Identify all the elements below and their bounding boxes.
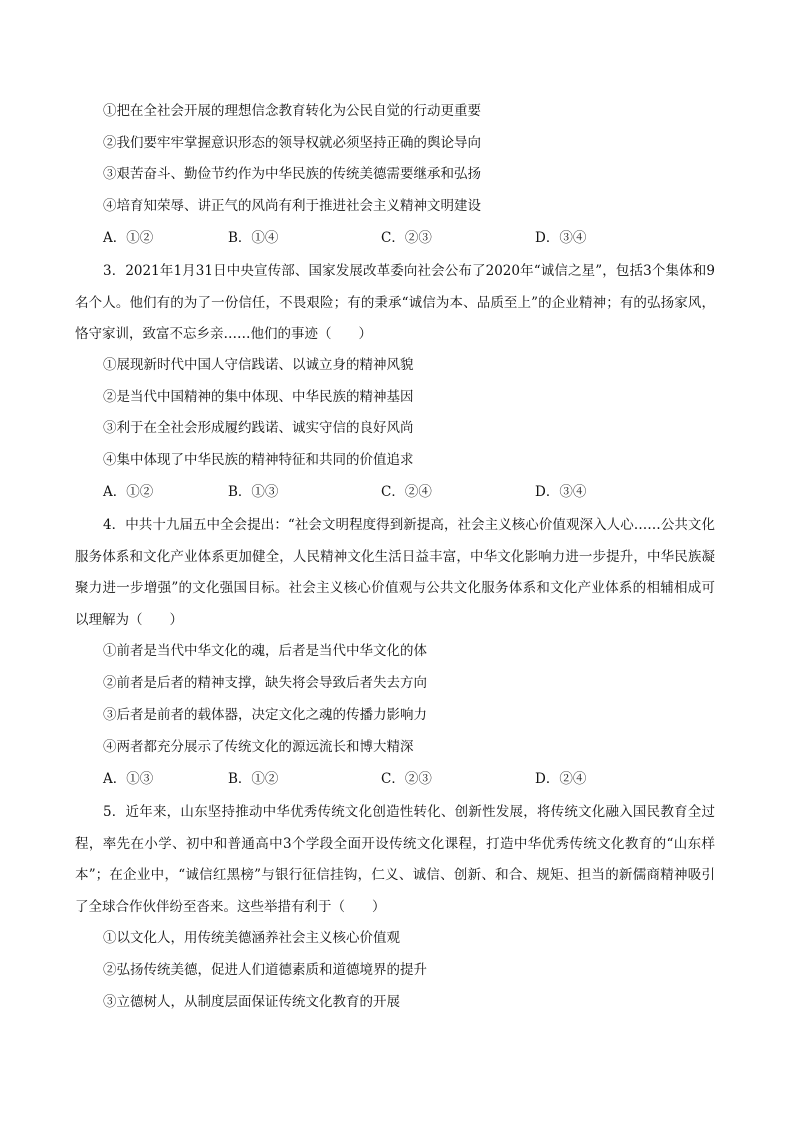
q2-option-2: ②我们要牢牢掌握意识形态的领导权就必须坚持正确的舆论导向 (103, 135, 481, 151)
q3-option-2: ②是当代中国精神的集中体现、中华民族的精神基因 (103, 389, 414, 405)
q2-answer-b: B．①④ (228, 230, 279, 246)
q2-answer-c: C．②③ (381, 230, 432, 246)
q5-option-3: ③立德树人，从制度层面保证传统文化教育的开展 (103, 994, 400, 1010)
q2-option-1: ①把在全社会开展的理想信念教育转化为公民自觉的行动更重要 (103, 103, 481, 119)
q3-answer-d: D．③④ (535, 484, 587, 500)
q4-option-4: ④两者都充分展示了传统文化的源远流长和博大精深 (103, 739, 414, 755)
q4-stem: 4．中共十九届五中全会提出：“社会文明程度得到新提高，社会主义核心价值观深入人心……公共文化服务体系和文化产业体系更加健全，人民精神文化生活日益丰富，中华文化影响力进一步提升，中华民族凝聚力进一步增强”的文化强国目标。社会主义核心价值观与公共文化服务体系和文化产业体系的相辅相成可以理解为（ ） (75, 517, 715, 628)
q5-option-2: ②弘扬传统美德，促进人们道德素质和道德境界的提升 (103, 962, 427, 978)
q4-answer-c: C．②③ (381, 771, 432, 787)
q5-stem: 5．近年来，山东坚持推动中华优秀传统文化创造性转化、创新性发展，将传统文化融入国民教育全过程，率先在小学、初中和普通高中3个学段全面开设传统文化课程，打造中华优秀传统文化教育的“山东样本”；在企业中，“诚信红黑榜”与银行征信挂钩，仁义、诚信、创新、和合、规矩、担当的新儒商精神吸引了全球合作伙伴纷至沓来。这些举措有利于（ ） (75, 804, 715, 915)
q4-option-1: ①前者是当代中华文化的魂，后者是当代中华文化的体 (103, 643, 427, 659)
q4-answer-d: D．②④ (535, 771, 587, 787)
q2-answer-d: D．③④ (535, 230, 587, 246)
q3-option-4: ④集中体现了中华民族的精神特征和共同的价值追求 (103, 452, 414, 468)
q4-answer-b: B．①② (228, 771, 279, 787)
q2-option-3: ③艰苦奋斗、勤俭节约作为中华民族的传统美德需要继承和弘扬 (103, 166, 481, 182)
q3-answer-c: C．②④ (381, 484, 432, 500)
q2-option-4: ④培育知荣辱、讲正气的风尚有利于推进社会主义精神文明建设 (103, 198, 481, 214)
q3-answer-a: A．①② (103, 484, 154, 500)
q5-option-1: ①以文化人，用传统美德涵养社会主义核心价值观 (103, 930, 400, 946)
q4-option-2: ②前者是后者的精神支撑，缺失将会导致后者失去方向 (103, 675, 427, 691)
q3-stem: 3．2021年1月31日中央宣传部、国家发展改革委向社会公布了2020年“诚信之星”，包括3个集体和9名个人。他们有的为了一份信任，不畏艰险；有的秉承“诚信为本、品质至上”的企业精神；有的弘扬家风，恪守家训，致富不忘乡亲……他们的事迹（ ） (75, 263, 715, 342)
q2-answer-a: A．①② (103, 230, 154, 246)
q3-option-3: ③利于在全社会形成履约践诺、诚实守信的良好风尚 (103, 420, 414, 436)
q3-option-1: ①展现新时代中国人守信践诺、以诚立身的精神风貌 (103, 357, 414, 373)
q3-answer-b: B．①③ (228, 484, 279, 500)
q4-option-3: ③后者是前者的载体器，决定文化之魂的传播力影响力 (103, 707, 427, 723)
q4-answer-a: A．①③ (103, 771, 154, 787)
